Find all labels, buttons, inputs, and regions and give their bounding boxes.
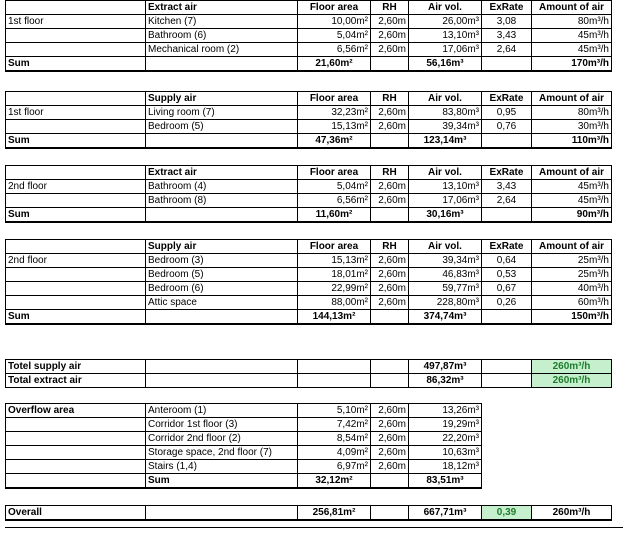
- blank-cell: [6, 268, 146, 282]
- amount: 25m³/h: [532, 254, 612, 268]
- blank-cell: [6, 120, 146, 134]
- table-row: [6, 43, 612, 57]
- table-row: [6, 268, 612, 282]
- floor-label: 1st floor: [6, 106, 146, 120]
- rh: 2,60m: [371, 446, 409, 460]
- col-rh: RH: [371, 1, 409, 15]
- blank-cell: [298, 360, 371, 374]
- blank-cell: [6, 460, 146, 474]
- blank-cell: [371, 506, 409, 521]
- rh: 2,60m: [371, 194, 409, 208]
- rh: 2,60m: [371, 282, 409, 296]
- room-name: Kitchen (7): [146, 15, 298, 29]
- floor-label: 2nd floor: [6, 180, 146, 194]
- total-extract-amount: 260m³/h: [532, 374, 612, 388]
- supply-air-1st-floor-table: [5, 91, 612, 149]
- overflow-sum-vol: 83,51m³: [409, 474, 482, 489]
- blank-cell: [146, 57, 298, 72]
- col-exrate: ExRate: [482, 92, 532, 106]
- col-rh: RH: [371, 166, 409, 180]
- blank-cell: [6, 240, 146, 254]
- blank-cell: [6, 446, 146, 460]
- col-exrate: ExRate: [482, 1, 532, 15]
- room-name: Anteroom (1): [146, 404, 298, 418]
- amount: 80m³/h: [532, 15, 612, 29]
- sum-label: Sum: [6, 310, 146, 325]
- rh: 2,60m: [371, 418, 409, 432]
- floor-area: 22,99m²: [298, 282, 371, 296]
- col-floor-area: Floor area: [298, 1, 371, 15]
- blank-cell: [6, 92, 146, 106]
- header-row: [6, 240, 612, 254]
- overall-row: [6, 506, 612, 521]
- overall-amount: 260m³/h: [532, 506, 612, 521]
- exrate: 0,53: [482, 268, 532, 282]
- sum-amount: 170m³/h: [532, 57, 612, 72]
- table-row: [6, 460, 482, 474]
- air-vol: 59,77m³: [409, 282, 482, 296]
- blank-cell: [146, 360, 298, 374]
- sum-floor-area: 11,60m²: [298, 208, 371, 223]
- floor-area: 5,10m²: [298, 404, 371, 418]
- blank-cell: [6, 194, 146, 208]
- rh: 2,60m: [371, 268, 409, 282]
- blank-cell: [482, 360, 532, 374]
- exrate: 0,76: [482, 120, 532, 134]
- overall-exrate: 0,39: [482, 506, 532, 521]
- floor-area: 88,00m²: [298, 296, 371, 310]
- exrate: 0,64: [482, 254, 532, 268]
- blank-cell: [146, 374, 298, 388]
- room-name: Living room (7): [146, 106, 298, 120]
- rh: 2,60m: [371, 404, 409, 418]
- blank-cell: [146, 134, 298, 149]
- section-type: Supply air: [146, 240, 298, 254]
- floor-area: 8,54m²: [298, 432, 371, 446]
- floor-area: 4,09m²: [298, 446, 371, 460]
- blank-cell: [6, 432, 146, 446]
- overall-area: 256,81m²: [298, 506, 371, 521]
- floor-label: 2nd floor: [6, 254, 146, 268]
- exrate: 2,64: [482, 43, 532, 57]
- floor-label: 1st floor: [6, 15, 146, 29]
- room-name: Bedroom (5): [146, 120, 298, 134]
- room-name: Mechanical room (2): [146, 43, 298, 57]
- sum-air-vol: 374,74m³: [409, 310, 482, 325]
- amount: 45m³/h: [532, 180, 612, 194]
- blank-cell: [482, 374, 532, 388]
- col-air-vol: Air vol.: [409, 92, 482, 106]
- rh: 2,60m: [371, 254, 409, 268]
- blank-cell: [6, 474, 146, 489]
- floor-area: 18,01m²: [298, 268, 371, 282]
- overflow-label: Overflow area: [6, 404, 146, 418]
- col-amount: Amount of air: [532, 92, 612, 106]
- air-vol: 228,80m³: [409, 296, 482, 310]
- air-vol: 13,10m³: [409, 180, 482, 194]
- table-row: [6, 180, 612, 194]
- table-row: [6, 15, 612, 29]
- blank-cell: [6, 166, 146, 180]
- floor-area: 5,04m²: [298, 29, 371, 43]
- header-row: [6, 92, 612, 106]
- table-row: [6, 404, 482, 418]
- total-extract-row: [6, 374, 612, 388]
- rh: 2,60m: [371, 106, 409, 120]
- room-name: Corridor 1st floor (3): [146, 418, 298, 432]
- exrate: 0,67: [482, 282, 532, 296]
- sum-row: [6, 134, 612, 149]
- blank-cell: [6, 296, 146, 310]
- overall-table: [5, 505, 612, 521]
- floor-area: 5,04m²: [298, 180, 371, 194]
- sum-air-vol: 30,16m³: [409, 208, 482, 223]
- table-row: [6, 296, 612, 310]
- amount: 45m³/h: [532, 29, 612, 43]
- header-row: [6, 166, 612, 180]
- total-extract-label: Total extract air: [6, 374, 146, 388]
- blank-cell: [482, 208, 532, 223]
- header-row: [6, 1, 612, 15]
- extract-air-2nd-floor-table: [5, 165, 612, 223]
- table-row: [6, 282, 612, 296]
- air-vol: 13,10m³: [409, 29, 482, 43]
- sum-row: [6, 57, 612, 72]
- room-name: Bedroom (6): [146, 282, 298, 296]
- sum-floor-area: 47,36m²: [298, 134, 371, 149]
- blank-cell: [371, 474, 409, 489]
- room-name: Bedroom (5): [146, 268, 298, 282]
- room-name: Corridor 2nd floor (2): [146, 432, 298, 446]
- air-vol: 10,63m³: [409, 446, 482, 460]
- room-name: Attic space: [146, 296, 298, 310]
- rh: 2,60m: [371, 29, 409, 43]
- total-supply-vol: 497,87m³: [409, 360, 482, 374]
- sum-row: [6, 208, 612, 223]
- col-air-vol: Air vol.: [409, 240, 482, 254]
- overflow-sum-area: 32,12m²: [298, 474, 371, 489]
- col-amount: Amount of air: [532, 1, 612, 15]
- amount: 45m³/h: [532, 43, 612, 57]
- sum-floor-area: 144,13m²: [298, 310, 371, 325]
- rh: 2,60m: [371, 120, 409, 134]
- blank-cell: [482, 134, 532, 149]
- floor-area: 6,56m²: [298, 43, 371, 57]
- section-type: Supply air: [146, 92, 298, 106]
- sum-row: [6, 310, 612, 325]
- table-row: [6, 106, 612, 120]
- sum-label: Sum: [6, 208, 146, 223]
- floor-area: 15,13m²: [298, 120, 371, 134]
- floor-area: 10,00m²: [298, 15, 371, 29]
- blank-cell: [371, 310, 409, 325]
- sum-label: Sum: [6, 134, 146, 149]
- section-type: Extract air: [146, 166, 298, 180]
- rh: 2,60m: [371, 43, 409, 57]
- blank-cell: [146, 506, 298, 521]
- col-air-vol: Air vol.: [409, 1, 482, 15]
- col-exrate: ExRate: [482, 166, 532, 180]
- supply-air-2nd-floor-table: [5, 239, 612, 325]
- sum-floor-area: 21,60m²: [298, 57, 371, 72]
- col-amount: Amount of air: [532, 240, 612, 254]
- col-air-vol: Air vol.: [409, 166, 482, 180]
- table-row: [6, 29, 612, 43]
- overflow-sum-label: Sum: [146, 474, 298, 489]
- air-vol: 19,29m³: [409, 418, 482, 432]
- blank-cell: [298, 374, 371, 388]
- blank-cell: [371, 57, 409, 72]
- blank-cell: [6, 418, 146, 432]
- blank-cell: [482, 310, 532, 325]
- floor-area: 15,13m²: [298, 254, 371, 268]
- floor-area: 7,42m²: [298, 418, 371, 432]
- table-row: [6, 418, 482, 432]
- sum-air-vol: 123,14m³: [409, 134, 482, 149]
- table-row: [6, 432, 482, 446]
- col-floor-area: Floor area: [298, 92, 371, 106]
- amount: 80m³/h: [532, 106, 612, 120]
- room-name: Storage space, 2nd floor (7): [146, 446, 298, 460]
- table-row: [6, 446, 482, 460]
- floor-area: 6,97m²: [298, 460, 371, 474]
- col-floor-area: Floor area: [298, 166, 371, 180]
- col-amount: Amount of air: [532, 166, 612, 180]
- blank-cell: [371, 134, 409, 149]
- exrate: 2,64: [482, 194, 532, 208]
- total-supply-label: Totel supply air: [6, 360, 146, 374]
- exrate: 0,26: [482, 296, 532, 310]
- blank-cell: [146, 208, 298, 223]
- floor-area: 32,23m²: [298, 106, 371, 120]
- room-name: Stairs (1,4): [146, 460, 298, 474]
- col-exrate: ExRate: [482, 240, 532, 254]
- total-extract-vol: 86,32m³: [409, 374, 482, 388]
- rh: 2,60m: [371, 296, 409, 310]
- totals-table: [5, 359, 612, 388]
- sum-amount: 90m³/h: [532, 208, 612, 223]
- col-floor-area: Floor area: [298, 240, 371, 254]
- total-supply-row: [6, 360, 612, 374]
- sum-air-vol: 56,16m³: [409, 57, 482, 72]
- rh: 2,60m: [371, 460, 409, 474]
- bottom-divider: [5, 527, 623, 528]
- room-name: Bedroom (3): [146, 254, 298, 268]
- blank-cell: [371, 374, 409, 388]
- blank-cell: [482, 57, 532, 72]
- air-vol: 13,26m³: [409, 404, 482, 418]
- table-row: [6, 194, 612, 208]
- room-name: Bathroom (6): [146, 29, 298, 43]
- sum-amount: 110m³/h: [532, 134, 612, 149]
- overall-vol: 667,71m³: [409, 506, 482, 521]
- air-vol: 17,06m³: [409, 43, 482, 57]
- exrate: 3,43: [482, 29, 532, 43]
- amount: 25m³/h: [532, 268, 612, 282]
- extract-air-1st-floor-table: [5, 0, 612, 72]
- section-type: Extract air: [146, 1, 298, 15]
- overflow-area-table: [5, 403, 482, 489]
- air-vol: 39,34m³: [409, 120, 482, 134]
- col-rh: RH: [371, 240, 409, 254]
- blank-cell: [6, 282, 146, 296]
- col-rh: RH: [371, 92, 409, 106]
- room-name: Bathroom (4): [146, 180, 298, 194]
- blank-cell: [371, 360, 409, 374]
- rh: 2,60m: [371, 432, 409, 446]
- exrate: 3,08: [482, 15, 532, 29]
- rh: 2,60m: [371, 180, 409, 194]
- air-vol: 46,83m³: [409, 268, 482, 282]
- blank-cell: [6, 1, 146, 15]
- blank-cell: [371, 208, 409, 223]
- sum-amount: 150m³/h: [532, 310, 612, 325]
- floor-area: 6,56m²: [298, 194, 371, 208]
- amount: 60m³/h: [532, 296, 612, 310]
- rh: 2,60m: [371, 15, 409, 29]
- overflow-sum-row: [6, 474, 482, 489]
- blank-cell: [6, 29, 146, 43]
- blank-cell: [6, 43, 146, 57]
- air-vol: 17,06m³: [409, 194, 482, 208]
- overall-label: Overall: [6, 506, 146, 521]
- air-vol: 83,80m³: [409, 106, 482, 120]
- exrate: 3,43: [482, 180, 532, 194]
- air-vol: 18,12m³: [409, 460, 482, 474]
- sum-label: Sum: [6, 57, 146, 72]
- table-row: [6, 254, 612, 268]
- room-name: Bathroom (8): [146, 194, 298, 208]
- air-vol: 39,34m³: [409, 254, 482, 268]
- air-vol: 26,00m³: [409, 15, 482, 29]
- total-supply-amount: 260m³/h: [532, 360, 612, 374]
- amount: 45m³/h: [532, 194, 612, 208]
- air-vol: 22,20m³: [409, 432, 482, 446]
- blank-cell: [146, 310, 298, 325]
- amount: 40m³/h: [532, 282, 612, 296]
- amount: 30m³/h: [532, 120, 612, 134]
- exrate: 0,95: [482, 106, 532, 120]
- table-row: [6, 120, 612, 134]
